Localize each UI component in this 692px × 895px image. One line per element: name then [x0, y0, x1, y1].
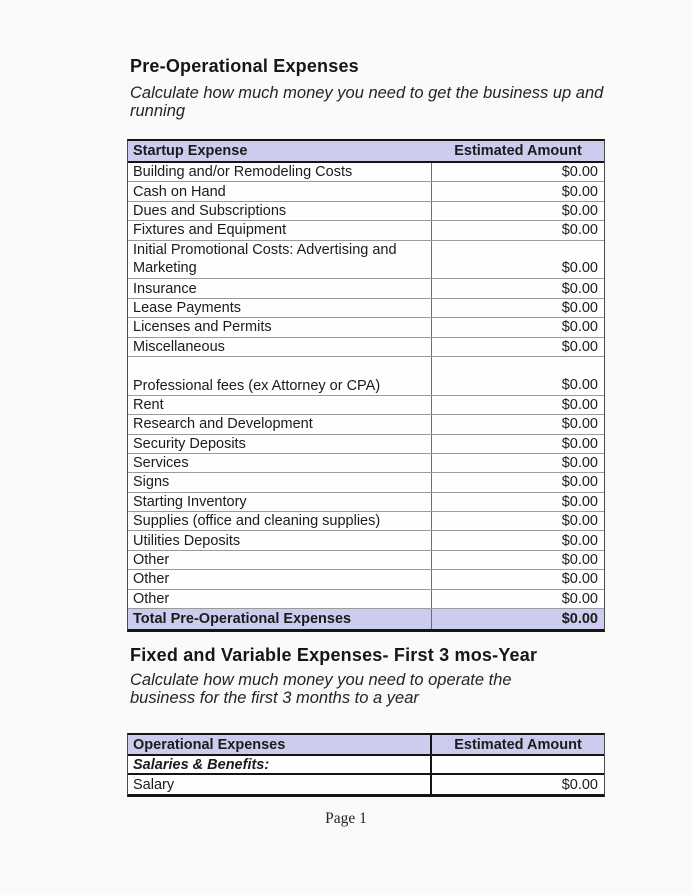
column-header-estimated-amount: Estimated Amount [454, 736, 582, 753]
expense-label: Starting Inventory [128, 493, 432, 511]
expense-row [128, 163, 604, 182]
table-header-row [128, 141, 604, 163]
expense-amount: $0.00 [561, 222, 598, 239]
expense-amount [432, 756, 604, 773]
expense-row [128, 396, 604, 415]
expense-row [128, 299, 604, 318]
expense-amount: $0.00 [561, 474, 598, 491]
expense-row [128, 357, 604, 396]
expense-row [128, 241, 604, 280]
expense-label: Services [128, 454, 432, 472]
expense-label: Miscellaneous [128, 338, 432, 356]
expense-label: Cash on Hand [128, 182, 432, 200]
expense-row [128, 454, 604, 473]
expense-amount: $0.00 [561, 396, 598, 413]
expense-label: Dues and Subscriptions [128, 202, 432, 220]
column-header-operational-expenses: Operational Expenses [128, 735, 432, 754]
column-header-estimated-amount: Estimated Amount [454, 143, 582, 159]
expense-label: Initial Promotional Costs: Advertising and Marketing [128, 241, 432, 279]
expense-amount: $0.00 [561, 319, 598, 336]
expense-row [128, 570, 604, 589]
expense-amount: $0.00 [561, 435, 598, 452]
expense-label: Utilities Deposits [128, 531, 432, 549]
expense-amount: $0.00 [561, 532, 598, 549]
expense-row [128, 551, 604, 570]
expense-label: Other [128, 590, 432, 608]
total-amount: $0.00 [561, 611, 598, 628]
section-title-pre-operational: Pre-Operational Expenses [130, 56, 359, 76]
expense-row [128, 493, 604, 512]
expense-label: Supplies (office and cleaning supplies) [128, 512, 432, 530]
expense-row [128, 512, 604, 531]
expense-amount: $0.00 [561, 299, 598, 316]
expense-label: Salary [128, 775, 432, 794]
expense-amount: $0.00 [561, 416, 598, 433]
total-label: Total Pre-Operational Expenses [128, 609, 432, 629]
section-subtitle-pre-operational: Calculate how much money you need to get the business up and running [130, 84, 604, 120]
expense-amount: $0.00 [561, 280, 598, 297]
startup-expenses-table [127, 139, 605, 632]
expense-row [128, 590, 604, 609]
expense-amount: $0.00 [561, 776, 598, 793]
expense-label: Security Deposits [128, 435, 432, 453]
expense-amount: $0.00 [561, 571, 598, 588]
section-subtitle-fixed-variable: Calculate how much money you need to operate the business for the first 3 months to a year [130, 671, 512, 707]
expense-amount: $0.00 [561, 338, 598, 355]
table-header-row [128, 735, 604, 756]
expense-amount: $0.00 [561, 552, 598, 569]
expense-label: Insurance [128, 279, 432, 297]
expense-label: Signs [128, 473, 432, 491]
total-row [128, 609, 604, 629]
expense-amount: $0.00 [561, 164, 598, 181]
expense-amount: $0.00 [561, 260, 598, 277]
expense-label: Lease Payments [128, 299, 432, 317]
expense-amount: $0.00 [561, 513, 598, 530]
operational-expenses-table [127, 733, 605, 797]
page-number: Page 1 [325, 810, 367, 827]
expense-label: Building and/or Remodeling Costs [128, 163, 432, 181]
expense-row [128, 279, 604, 298]
expense-amount: $0.00 [561, 376, 598, 393]
expense-label: Salaries & Benefits: [128, 756, 432, 773]
expense-label: Professional fees (ex Attorney or CPA) [128, 357, 432, 395]
section-title-fixed-variable: Fixed and Variable Expenses- First 3 mos-Year [130, 645, 538, 665]
expense-row [128, 756, 604, 775]
expense-row [128, 338, 604, 357]
expense-amount: $0.00 [561, 202, 598, 219]
expense-amount: $0.00 [561, 183, 598, 200]
expense-label: Fixtures and Equipment [128, 221, 432, 239]
column-header-startup-expense: Startup Expense [133, 143, 248, 159]
expense-amount: $0.00 [561, 590, 598, 607]
expense-row [128, 775, 604, 794]
expense-label: Licenses and Permits [128, 318, 432, 336]
expense-label: Other [128, 570, 432, 588]
expense-label: Research and Development [128, 415, 432, 433]
expense-row [128, 435, 604, 454]
expense-row [128, 415, 604, 434]
expense-label: Rent [128, 396, 432, 414]
expense-row [128, 221, 604, 240]
expense-row [128, 531, 604, 550]
expense-row [128, 473, 604, 492]
expense-row [128, 182, 604, 201]
expense-amount: $0.00 [561, 493, 598, 510]
expense-row [128, 202, 604, 221]
expense-amount: $0.00 [561, 455, 598, 472]
expense-row [128, 318, 604, 337]
expense-label: Other [128, 551, 432, 569]
